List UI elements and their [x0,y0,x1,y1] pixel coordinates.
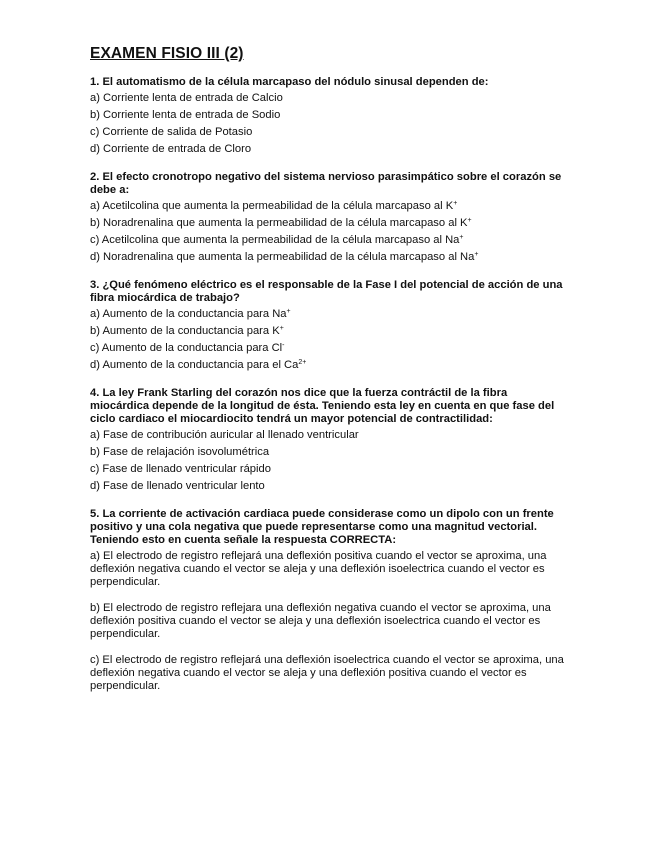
option-b: b) Fase de relajación isovolumétrica [90,446,270,458]
option-d [90,359,565,372]
option-c: c) El electrodo de registro reflejará una deflexión isoelectrica cuando el vector se aproxima, una deflexión negativa cuando el vector se aleja y una deflexión positiva cuando el vector es perpendicular. [90,654,564,692]
superscript: + [459,234,464,241]
question-3 [90,279,565,372]
option-a: a) Fase de contribución auricular al llenado ventricular [90,429,359,441]
option-d [90,251,565,264]
option-text: a) Aumento de la conductancia para Na [90,308,287,320]
option-b: b) El electrodo de registro reflejara una deflexión negativa cuando el vector se aproxima, una deflexión positiva cuando el vector se aleja y una deflexión isoelectrica cuando el vector es perpendicular. [90,602,551,640]
question-text: 1. El automatismo de la célula marcapaso del nódulo sinusal dependen de: [90,76,489,88]
superscript: + [474,251,479,258]
option-c: c) Corriente de salida de Potasio [90,126,253,138]
option-d: d) Corriente de entrada de Cloro [90,143,252,155]
superscript: - [282,342,285,349]
option-text: d) Aumento de la conductancia para el Ca [90,359,299,371]
question-text: 5. La corriente de activación cardiaca puede considerase como un dipolo con un frente positivo y una cola negativa que puede representarse como una magnitud vectorial. Teniendo esto en cuenta señale la respuesta CORRECTA: [90,508,554,546]
option-text: a) Acetilcolina que aumenta la permeabilidad de la célula marcapaso al K [90,200,454,212]
question-1 [90,76,565,156]
option-a: a) El electrodo de registro reflejará una deflexión positiva cuando el vector se aproxima, una deflexión negativa cuando el vector se aleja y una deflexión isoelectrica cuando el vector es perpendicular. [90,550,547,588]
option-text: d) Noradrenalina que aumenta la permeabilidad de la célula marcapaso al Na [90,251,475,263]
superscript: + [279,325,284,332]
superscript: + [286,308,291,315]
superscript: + [453,200,458,207]
superscript: + [467,217,472,224]
option-text: b) Noradrenalina que aumenta la permeabilidad de la célula marcapaso al K [90,217,468,229]
option-text: c) Acetilcolina que aumenta la permeabilidad de la célula marcapaso al Na [90,234,460,246]
document-title: EXAMEN FISIO III (2) [90,45,244,62]
option-b [90,217,565,230]
option-a [90,200,565,213]
question-text: 3. ¿Qué fenómeno eléctrico es el responsable de la Fase I del potencial de acción de una fibra miocárdica de trabajo? [90,279,563,304]
option-b: b) Corriente lenta de entrada de Sodio [90,109,281,121]
option-text: c) Aumento de la conductancia para Cl [90,342,283,354]
question-4 [90,387,565,493]
question-text: 4. La ley Frank Starling del corazón nos dice que la fuerza contráctil de la fibra miocárdica depende de la longitud de ésta. Teniendo esta ley en cuenta en que fase del ciclo cardiaco el miocardiocito tendrá un mayor potencial de contractilidad: [90,387,555,425]
option-d: d) Fase de llenado ventricular lento [90,480,265,492]
option-a: a) Corriente lenta de entrada de Calcio [90,92,283,104]
superscript: 2+ [298,359,307,366]
option-text: b) Aumento de la conductancia para K [90,325,280,337]
option-c [90,234,565,247]
option-b [90,325,565,338]
option-c [90,342,565,355]
question-5 [90,508,565,693]
option-a [90,308,565,321]
question-2 [90,171,565,264]
option-c: c) Fase de llenado ventricular rápido [90,463,271,475]
question-text: 2. El efecto cronotropo negativo del sistema nervioso parasimpático sobre el corazón se debe a: [90,171,562,196]
